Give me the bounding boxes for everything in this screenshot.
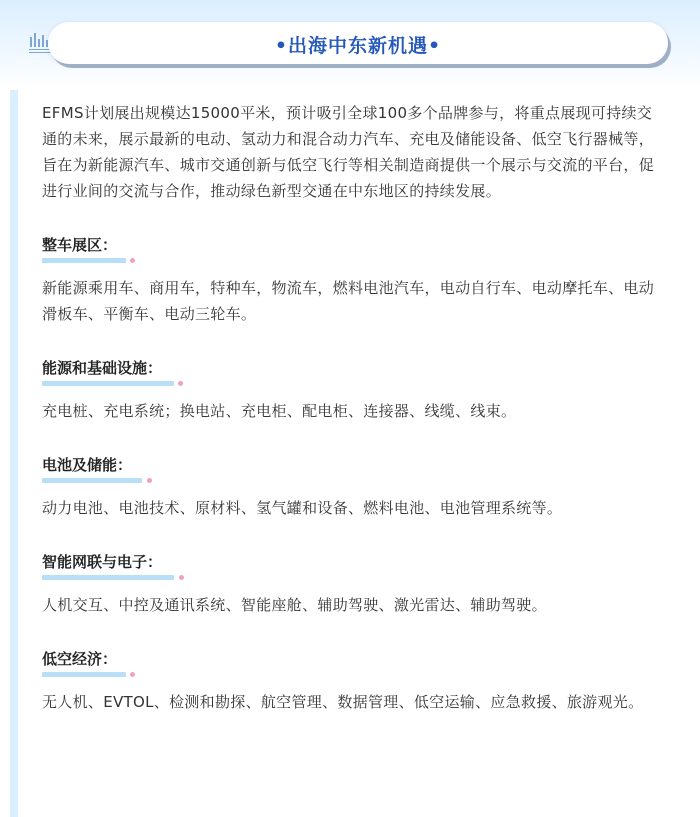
section-body: 充电桩、充电系统；换电站、充电柜、配电柜、连接器、线缆、线束。 bbox=[42, 402, 517, 420]
section-underline bbox=[42, 574, 667, 582]
page-title: •出海中东新机遇• bbox=[274, 35, 442, 57]
title-pill bbox=[48, 22, 668, 64]
intro-paragraph: EFMS计划展出规模达15000平米，预计吸引全球100多个品牌参与，将重点展现可持续交通的未来，展示最新的电动、氢动力和混合动力汽车、充电及储能设备、低空飞行器械等，旨在为新能源汽车、城市交通创新与低空飞行等相关制造商提供一个展示与交流的平台，促进行业间的交流与合作，推动绿色新型交通在中东地区的持续发展。 bbox=[42, 104, 655, 200]
section-body: 无人机、EVTOL、检测和勘探、航空管理、数据管理、低空运输、应急救援、旅游观光。 bbox=[42, 693, 644, 711]
section-underline bbox=[42, 671, 667, 679]
side-accent-bar bbox=[10, 90, 18, 817]
section-vehicles bbox=[42, 234, 667, 327]
section-body: 人机交互、中控及通讯系统、智能座舱、辅助驾驶、激光雷达、辅助驾驶。 bbox=[42, 596, 547, 614]
section-title: 电池及储能： bbox=[42, 456, 133, 474]
section-title: 整车展区： bbox=[42, 236, 118, 254]
section-underline bbox=[42, 257, 667, 265]
article-body bbox=[42, 100, 667, 715]
section-battery bbox=[42, 454, 667, 521]
section-title: 低空经济： bbox=[42, 650, 118, 668]
section-title: 能源和基础设施： bbox=[42, 359, 163, 377]
section-title: 智能网联与电子： bbox=[42, 553, 163, 571]
section-low-altitude bbox=[42, 648, 667, 715]
section-body: 动力电池、电池技术、原材料、氢气罐和设备、燃料电池、电池管理系统等。 bbox=[42, 499, 563, 517]
section-underline bbox=[42, 477, 667, 485]
section-underline bbox=[42, 380, 667, 388]
section-smart-connected bbox=[42, 551, 667, 618]
section-energy bbox=[42, 357, 667, 424]
section-body: 新能源乘用车、商用车，特种车，物流车，燃料电池汽车，电动自行车、电动摩托车、电动滑板车、平衡车、电动三轮车。 bbox=[42, 279, 655, 323]
